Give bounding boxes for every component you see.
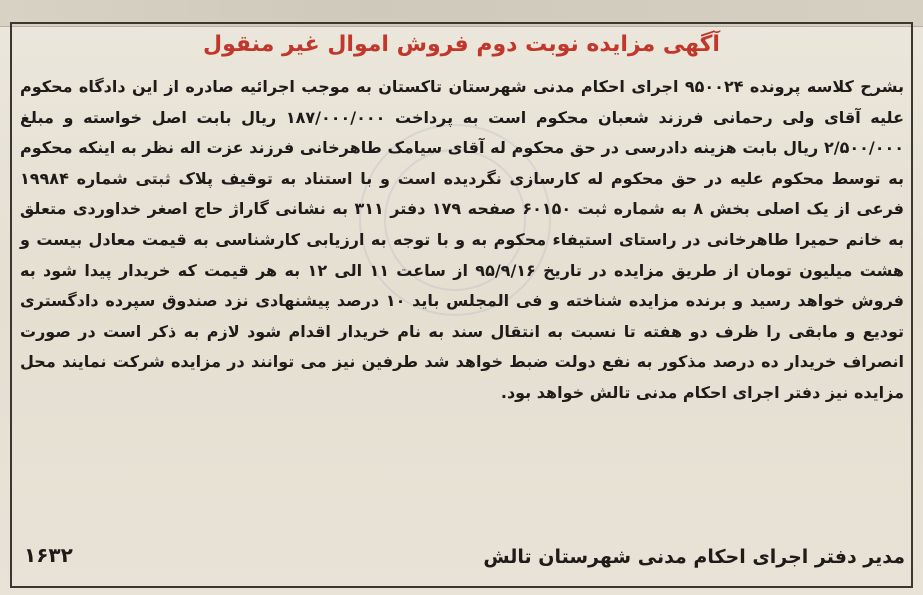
signature-line: مدیر دفتر اجرای احکام مدنی شهرستان تالش [483,546,905,568]
notice-title: آگهی مزایده نوبت دوم فروش اموال غیر منقول [203,32,720,57]
notice-body: بشرح کلاسه پرونده ۹۵۰۰۲۴ اجرای احکام مدنی شهرستان تاکستان به موجب اجرائیه صادره از این دادگاه محکوم علیه آقای ولی رحمانی فرزند شعبان محکوم است به پرداخت ۱۸۷/۰۰۰/۰۰۰ ریال بابت اصل خواسته و مبلغ ۲/۵۰۰/۰۰۰ ریال بابت هزینه دادرسی در حق محکوم له آقای سیامک طاهرخانی فرزند عزت اله نظر به اینکه محکوم به توسط محکوم علیه در حق محکوم له کارسازی نگردیده است و با استناد به توقیف پلاک ثبتی شماره ۱۹۹۸۴ فرعی از یک اصلی بخش ۸ به شماره ثبت ۶۰۱۵۰ صفحه ۱۷۹ دفتر ۳۱۱ به نشانی گاراژ حاج اصغر خداوردی متعلق به خانم حمیرا طاهرخانی در راستای استیفاء محکوم به و با توجه به ارزیابی کارشناسی به قیمت معادل بیست و هشت میلیون تومان از طریق مزایده در تاریخ ۹۵/۹/۱۶ از ساعت ۱۱ الی ۱۲ به هر قیمت که خریدار پیدا شود به فروش خواهد رسید و برنده مزایده شناخته و فی المجلس باید ۱۰ درصد پیشنهادی نزد صندوق سپرده دادگستری تودیع و مابقی را ظرف دو هفته تا نسبت به انتقال سند به نام خریدار اقدام شود لازم به ذکر است در صورت انصراف خریدار ده درصد مذکور به نفع دولت ضبط خواهد شد طرفین نیز می توانند در مزایده شرکت نمایند محل مزایده نیز دفتر اجرای احکام مدنی تالش خواهد بود. [20,77,905,402]
ad-number: ۱۶۳۲ [24,543,73,567]
